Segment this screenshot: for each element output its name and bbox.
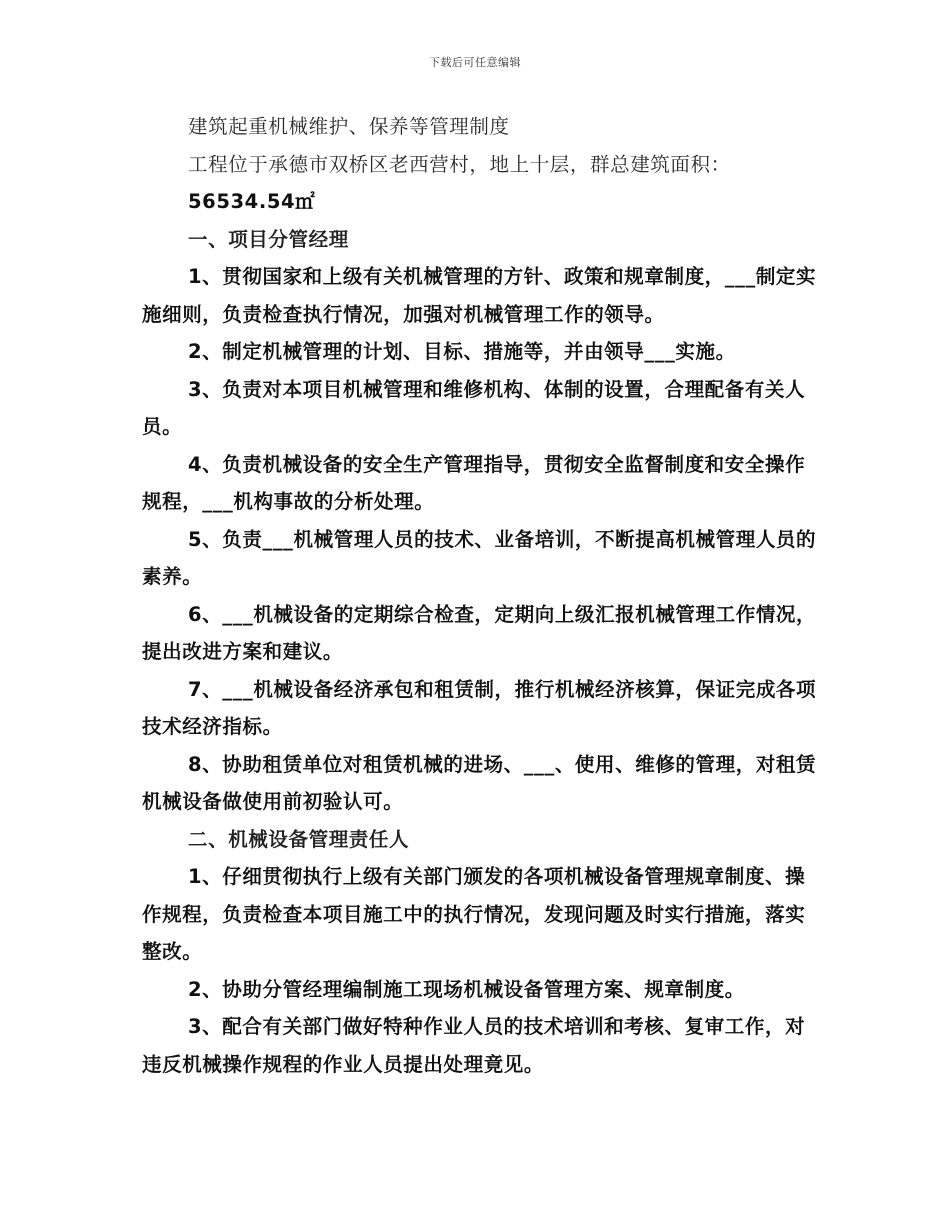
- section-project-manager: [142, 221, 818, 821]
- paragraph: 3、配合有关部门做好特种作业人员的技术培训和考核、复审工作，对违反机械操作规程的作业人员提出处理竟见。: [142, 1015, 806, 1076]
- paragraph: 1、仔细贯彻执行上级有关部门颁发的各项机械设备管理规章制度、操作规程，负责检查本项目施工中的执行情况，发现问题及时实行措施，落实整改。: [142, 865, 806, 963]
- project-intro: 工程位于承德市双桥区老西营村，地上十层，群总建筑面积：: [188, 152, 731, 176]
- paragraph: 3、负责对本项目机械管理和维修机构、体制的设置，合理配备有关人员。: [142, 377, 806, 438]
- paragraph: 7、___机械设备经济承包和租赁制，推行机械经济核算，保证完成各项技术经济指标。: [142, 677, 817, 738]
- document-body: [142, 108, 818, 1083]
- section-heading: 二、机械设备管理责任人: [188, 827, 410, 851]
- paragraph: 4、负责机械设备的安全生产管理指导，贯彻安全监督制度和安全操作规程，___机构事故的分析处理。: [142, 452, 806, 513]
- paragraph: 6、___机械设备的定期综合检查，定期向上级汇报机械管理工作情况，提出改进方案和建议。: [142, 602, 817, 663]
- document-title: 建筑起重机械维护、保养等管理制度: [188, 115, 510, 138]
- paragraph: 1、贯彻国家和上级有关机械管理的方针、政策和规章制度，___制定实施细则，负责检查执行情况，加强对机械管理工作的领导。: [142, 265, 817, 326]
- paragraph: 2、协助分管经理编制施工现场机械设备管理方案、规章制度。: [188, 977, 745, 1001]
- building-area: 56534.54㎡: [188, 190, 316, 213]
- section-equipment-manager: [142, 821, 818, 1084]
- paragraph: 2、制定机械管理的计划、目标、措施等，并由领导___实施。: [188, 340, 736, 363]
- paragraph: 8、协助租赁单位对租赁机械的进场、___、使用、维修的管理，对租赁机械设备做使用前初验认可。: [142, 752, 817, 813]
- section-heading: 一、项目分管经理: [188, 227, 349, 251]
- paragraph: 5、负责___机械管理人员的技术、业备培训，不断提高机械管理人员的素养。: [142, 527, 817, 588]
- header-note: 下载后可任意编辑: [429, 56, 521, 69]
